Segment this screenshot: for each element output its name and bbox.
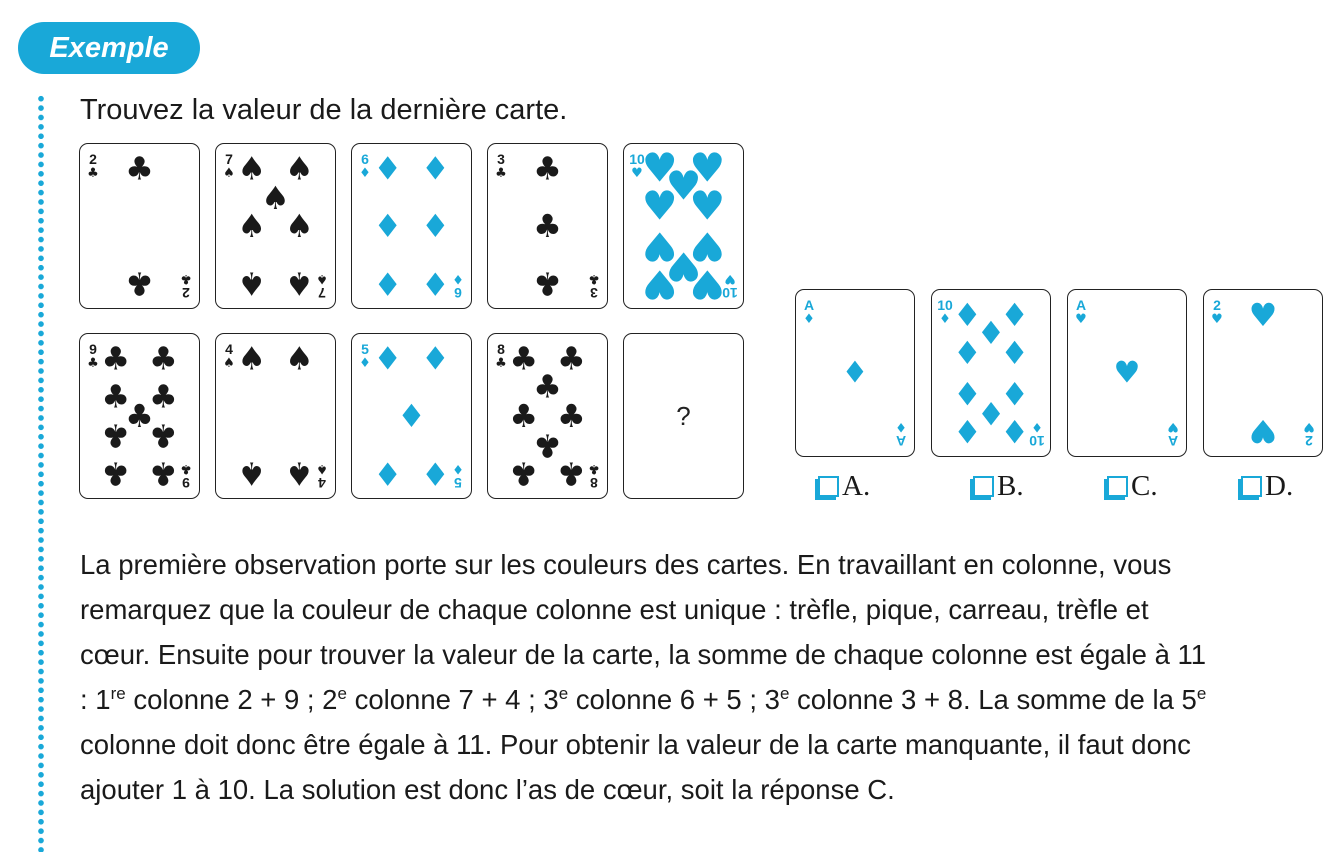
choice-label-a: A. [842, 470, 871, 502]
corner-index-top [495, 341, 507, 371]
spade-pip-icon: ♠ [237, 149, 267, 188]
grid-card-10-heart [623, 143, 744, 309]
svg-text:7: 7 [318, 285, 326, 301]
club-pip-icon: ♣ [533, 367, 562, 406]
svg-text:♣: ♣ [495, 356, 507, 371]
diamond-pip-icon: ♦ [841, 355, 869, 391]
svg-text:♦: ♦ [452, 271, 464, 286]
svg-text:♦: ♦ [359, 166, 371, 181]
heart-pip-icon: ♥ [689, 260, 726, 307]
corner-index-top [1075, 297, 1087, 327]
heart-pip-icon: ♥ [641, 222, 678, 269]
svg-text:♦: ♦ [895, 419, 907, 434]
svg-text:♥: ♥ [631, 166, 643, 181]
choice-card-a[interactable] [795, 289, 915, 457]
corner-index-bottom [452, 461, 464, 491]
grid-card-unknown [623, 333, 744, 499]
svg-text:5: 5 [454, 475, 462, 491]
grid-card-8-club [487, 333, 608, 499]
svg-text:10: 10 [722, 285, 738, 301]
corner-index-top [223, 151, 235, 181]
club-pip-icon: ♣ [509, 339, 539, 378]
corner-index-bottom [1303, 419, 1315, 449]
corner-index-top [223, 341, 235, 371]
playing-card-face [216, 334, 335, 498]
club-pip-icon: ♣ [101, 339, 131, 378]
corner-index-bottom [895, 419, 907, 449]
corner-index-bottom [180, 461, 192, 491]
svg-text:♣: ♣ [87, 356, 99, 371]
heart-pip-icon: ♥ [641, 260, 678, 307]
grid-card-9-club [79, 333, 200, 499]
svg-text:♠: ♠ [223, 356, 235, 371]
corner-index-top [359, 341, 371, 371]
heart-pip-icon: ♥ [1248, 412, 1278, 451]
svg-text:♣: ♣ [87, 166, 99, 181]
corner-index-bottom [316, 461, 328, 491]
diamond-pip-icon: ♦ [1000, 295, 1029, 334]
spade-pip-icon: ♠ [284, 264, 314, 303]
club-pip-icon: ♣ [556, 339, 586, 378]
svg-text:7: 7 [225, 151, 233, 167]
grid-card-5-diamond [351, 333, 472, 499]
svg-text:4: 4 [225, 341, 233, 357]
diamond-pip-icon: ♦ [420, 264, 450, 303]
svg-text:♦: ♦ [803, 312, 815, 327]
svg-text:8: 8 [497, 341, 505, 357]
diamond-pip-icon: ♦ [373, 264, 403, 303]
corner-index-bottom [1029, 419, 1045, 449]
svg-text:♠: ♠ [223, 166, 235, 181]
svg-text:♠: ♠ [316, 461, 328, 476]
question-mark: ? [676, 400, 691, 431]
choice-label-d: D. [1265, 470, 1294, 502]
club-pip-icon: ♣ [148, 339, 178, 378]
spade-pip-icon: ♠ [237, 207, 267, 245]
corner-index-top [495, 151, 507, 181]
svg-text:♠: ♠ [316, 271, 328, 286]
spade-pip-icon: ♠ [237, 339, 267, 378]
choice-card-d[interactable] [1203, 289, 1323, 457]
explanation-paragraph: La première observation porte sur les couleurs des cartes. En travaillant en colonne, vous remarquez que la couleur de chaque colonne est unique : trèfle, pique, carreau, trèfle et cœur. Ensuite pour trouver la valeur de la carte, la somme de chaque colonne est égale à 11 : 1re colonne 2 + 9 ; 2e colonne 7 + 4 ; 3e colonne 6 + 5 ; 3e colonne 3 + 8. La somme de la 5e colonne doit donc être égale à 11. Pour obtenir la valeur de la carte manquante, il faut donc ajouter 1 à 10. La solution est donc l’as de cœur, soit la réponse C. [80, 549, 1207, 805]
diamond-pip-icon: ♦ [373, 454, 403, 493]
svg-text:A: A [1075, 297, 1087, 313]
svg-text:♦: ♦ [1031, 419, 1043, 434]
svg-text:♣: ♣ [495, 166, 507, 181]
spade-pip-icon: ♠ [284, 339, 314, 378]
svg-text:3: 3 [497, 151, 505, 167]
playing-card-face [216, 144, 335, 308]
example-badge: Exemple [18, 22, 200, 74]
svg-text:♣: ♣ [588, 461, 600, 476]
svg-text:2: 2 [182, 285, 190, 301]
corner-index-top [87, 341, 99, 371]
heart-pip-icon: ♥ [641, 183, 678, 230]
checkbox-icon[interactable] [973, 476, 994, 497]
corner-index-bottom [588, 461, 600, 491]
svg-text:2: 2 [1213, 297, 1221, 313]
diamond-pip-icon: ♦ [420, 454, 450, 493]
svg-text:♦: ♦ [939, 312, 951, 327]
svg-text:♥: ♥ [1303, 419, 1315, 434]
svg-text:8: 8 [590, 475, 598, 491]
diamond-pip-icon: ♦ [1000, 334, 1029, 373]
spade-pip-icon: ♠ [237, 454, 267, 493]
corner-index-bottom [452, 271, 464, 301]
playing-card-face [488, 334, 607, 498]
svg-text:♣: ♣ [180, 461, 192, 476]
diamond-pip-icon: ♦ [953, 373, 982, 412]
corner-index-top [359, 151, 371, 181]
svg-text:A: A [895, 433, 907, 449]
svg-text:A: A [803, 297, 815, 313]
checkbox-icon[interactable] [1107, 476, 1128, 497]
club-pip-icon: ♣ [533, 207, 562, 245]
diamond-pip-icon: ♦ [953, 334, 982, 373]
corner-index-bottom [316, 271, 328, 301]
choice-card-b[interactable] [931, 289, 1051, 457]
svg-text:9: 9 [182, 475, 190, 491]
heart-pip-icon: ♥ [665, 163, 702, 210]
heart-pip-icon: ♥ [689, 222, 726, 269]
club-pip-icon: ♣ [125, 264, 154, 303]
club-pip-icon: ♣ [101, 416, 131, 455]
svg-text:3: 3 [590, 285, 598, 301]
playing-card-face [352, 334, 471, 498]
diamond-pip-icon: ♦ [953, 412, 982, 451]
playing-card-face [796, 290, 914, 456]
svg-text:♣: ♣ [588, 271, 600, 286]
grid-card-2-club [79, 143, 200, 309]
diamond-pip-icon: ♦ [397, 397, 426, 435]
club-pip-icon: ♣ [533, 426, 562, 465]
svg-text:♥: ♥ [1075, 312, 1087, 327]
grid-card-3-club [487, 143, 608, 309]
heart-pip-icon: ♥ [665, 242, 702, 289]
diamond-pip-icon: ♦ [976, 393, 1006, 432]
playing-card-face [1204, 290, 1322, 456]
svg-text:♦: ♦ [359, 356, 371, 371]
svg-text:6: 6 [454, 285, 462, 301]
spade-pip-icon: ♠ [284, 454, 314, 493]
spade-pip-icon: ♠ [261, 179, 290, 218]
diamond-pip-icon: ♦ [420, 149, 450, 188]
heart-pip-icon: ♥ [1248, 295, 1278, 334]
heart-pip-icon: ♥ [1113, 355, 1141, 391]
playing-card-face [80, 334, 199, 498]
spade-pip-icon: ♠ [284, 149, 314, 188]
choice-option-d[interactable] [1241, 470, 1293, 503]
heart-pip-icon: ♥ [689, 145, 726, 192]
club-pip-icon: ♣ [509, 454, 539, 493]
choice-card-c[interactable] [1067, 289, 1187, 457]
svg-text:10: 10 [1029, 433, 1045, 449]
grid-card-7-spade [215, 143, 336, 309]
svg-text:♥: ♥ [1167, 419, 1179, 434]
playing-card-face [624, 144, 743, 308]
club-pip-icon: ♣ [556, 454, 586, 493]
diamond-pip-icon: ♦ [373, 207, 403, 245]
grid-card-6-diamond [351, 143, 472, 309]
choice-option-a[interactable] [818, 470, 870, 503]
svg-text:♣: ♣ [180, 271, 192, 286]
svg-text:2: 2 [1305, 433, 1313, 449]
checkbox-icon[interactable] [1241, 476, 1262, 497]
choice-label-c: C. [1131, 470, 1158, 502]
svg-text:♥: ♥ [724, 271, 736, 286]
svg-text:2: 2 [89, 151, 97, 167]
svg-text:9: 9 [89, 341, 97, 357]
choice-option-c[interactable] [1107, 470, 1158, 503]
playing-card-face [1068, 290, 1186, 456]
club-pip-icon: ♣ [148, 377, 178, 416]
playing-card-face [488, 144, 607, 308]
corner-index-bottom [588, 271, 600, 301]
svg-text:10: 10 [629, 151, 645, 167]
diamond-pip-icon: ♦ [373, 339, 403, 378]
choice-option-b[interactable] [973, 470, 1024, 503]
svg-text:6: 6 [361, 151, 369, 167]
club-pip-icon: ♣ [533, 149, 562, 188]
club-pip-icon: ♣ [125, 397, 154, 435]
svg-text:5: 5 [361, 341, 369, 357]
club-pip-icon: ♣ [533, 264, 562, 303]
grid-card-4-spade [215, 333, 336, 499]
corner-index-bottom [1167, 419, 1179, 449]
diamond-pip-icon: ♦ [420, 207, 450, 245]
svg-text:A: A [1167, 433, 1179, 449]
svg-text:♥: ♥ [1211, 312, 1223, 327]
diamond-pip-icon: ♦ [420, 339, 450, 378]
club-pip-icon: ♣ [509, 397, 539, 435]
club-pip-icon: ♣ [148, 416, 178, 455]
corner-index-top [87, 151, 99, 181]
diamond-pip-icon: ♦ [976, 314, 1006, 353]
club-pip-icon: ♣ [556, 397, 586, 435]
dotted-margin-line [37, 94, 45, 852]
svg-text:10: 10 [937, 297, 953, 313]
corner-index-top [1211, 297, 1223, 327]
choice-label-b: B. [997, 470, 1024, 502]
svg-text:4: 4 [318, 475, 326, 491]
checkbox-icon[interactable] [818, 476, 839, 497]
club-pip-icon: ♣ [101, 454, 131, 493]
playing-card-face [932, 290, 1050, 456]
playing-card-face [352, 144, 471, 308]
club-pip-icon: ♣ [101, 377, 131, 416]
diamond-pip-icon: ♦ [953, 295, 982, 334]
corner-index-bottom [180, 271, 192, 301]
diamond-pip-icon: ♦ [1000, 412, 1029, 451]
playing-card-face [80, 144, 199, 308]
diamond-pip-icon: ♦ [373, 149, 403, 188]
corner-index-top [803, 297, 815, 327]
club-pip-icon: ♣ [125, 149, 154, 188]
diamond-pip-icon: ♦ [1000, 373, 1029, 412]
heart-pip-icon: ♥ [641, 145, 678, 192]
svg-text:♦: ♦ [452, 461, 464, 476]
corner-index-top [937, 297, 953, 327]
club-pip-icon: ♣ [148, 454, 178, 493]
question-text: Trouvez la valeur de la dernière carte. [80, 94, 568, 126]
spade-pip-icon: ♠ [237, 264, 267, 303]
heart-pip-icon: ♥ [689, 183, 726, 230]
spade-pip-icon: ♠ [284, 207, 314, 245]
